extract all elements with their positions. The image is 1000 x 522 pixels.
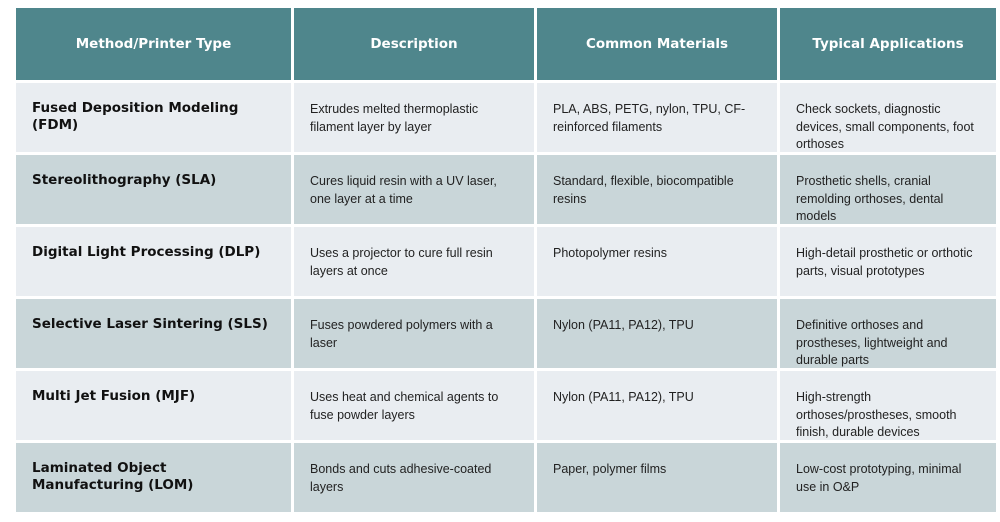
header-materials: Common Materials: [537, 8, 777, 80]
row-6-applications: Low-cost prototyping, minimal use in O&P: [780, 443, 996, 512]
row-1-applications: Check sockets, diagnostic devices, small components, foot orthoses: [780, 83, 996, 152]
header-method: Method/Printer Type: [16, 8, 291, 80]
row-2-method: Stereolithography (SLA): [16, 155, 291, 224]
header-description: Description: [294, 8, 534, 80]
row-5-method: Multi Jet Fusion (MJF): [16, 371, 291, 440]
row-3-description: Uses a projector to cure full resin layers at once: [294, 227, 534, 296]
row-2-applications: Prosthetic shells, cranial remolding orthoses, dental models: [780, 155, 996, 224]
row-4-description: Fuses powdered polymers with a laser: [294, 299, 534, 368]
row-5-materials: Nylon (PA11, PA12), TPU: [537, 371, 777, 440]
row-3-method: Digital Light Processing (DLP): [16, 227, 291, 296]
row-4-applications: Definitive orthoses and prostheses, lightweight and durable parts: [780, 299, 996, 368]
row-6-method: Laminated Object Manufacturing (LOM): [16, 443, 291, 512]
row-2-materials: Standard, flexible, biocompatible resins: [537, 155, 777, 224]
row-3-applications: High-detail prosthetic or orthotic parts, visual prototypes: [780, 227, 996, 296]
row-2-description: Cures liquid resin with a UV laser, one layer at a time: [294, 155, 534, 224]
comparison-table: [16, 8, 996, 512]
row-1-description: Extrudes melted thermoplastic filament layer by layer: [294, 83, 534, 152]
row-4-materials: Nylon (PA11, PA12), TPU: [537, 299, 777, 368]
header-applications: Typical Applications: [780, 8, 996, 80]
row-1-materials: PLA, ABS, PETG, nylon, TPU, CF-reinforced filaments: [537, 83, 777, 152]
row-4-method: Selective Laser Sintering (SLS): [16, 299, 291, 368]
row-5-description: Uses heat and chemical agents to fuse powder layers: [294, 371, 534, 440]
row-1-method: Fused Deposition Modeling (FDM): [16, 83, 291, 152]
row-3-materials: Photopolymer resins: [537, 227, 777, 296]
row-6-materials: Paper, polymer films: [537, 443, 777, 512]
row-6-description: Bonds and cuts adhesive-coated layers: [294, 443, 534, 512]
row-5-applications: High-strength orthoses/prostheses, smooth finish, durable devices: [780, 371, 996, 440]
